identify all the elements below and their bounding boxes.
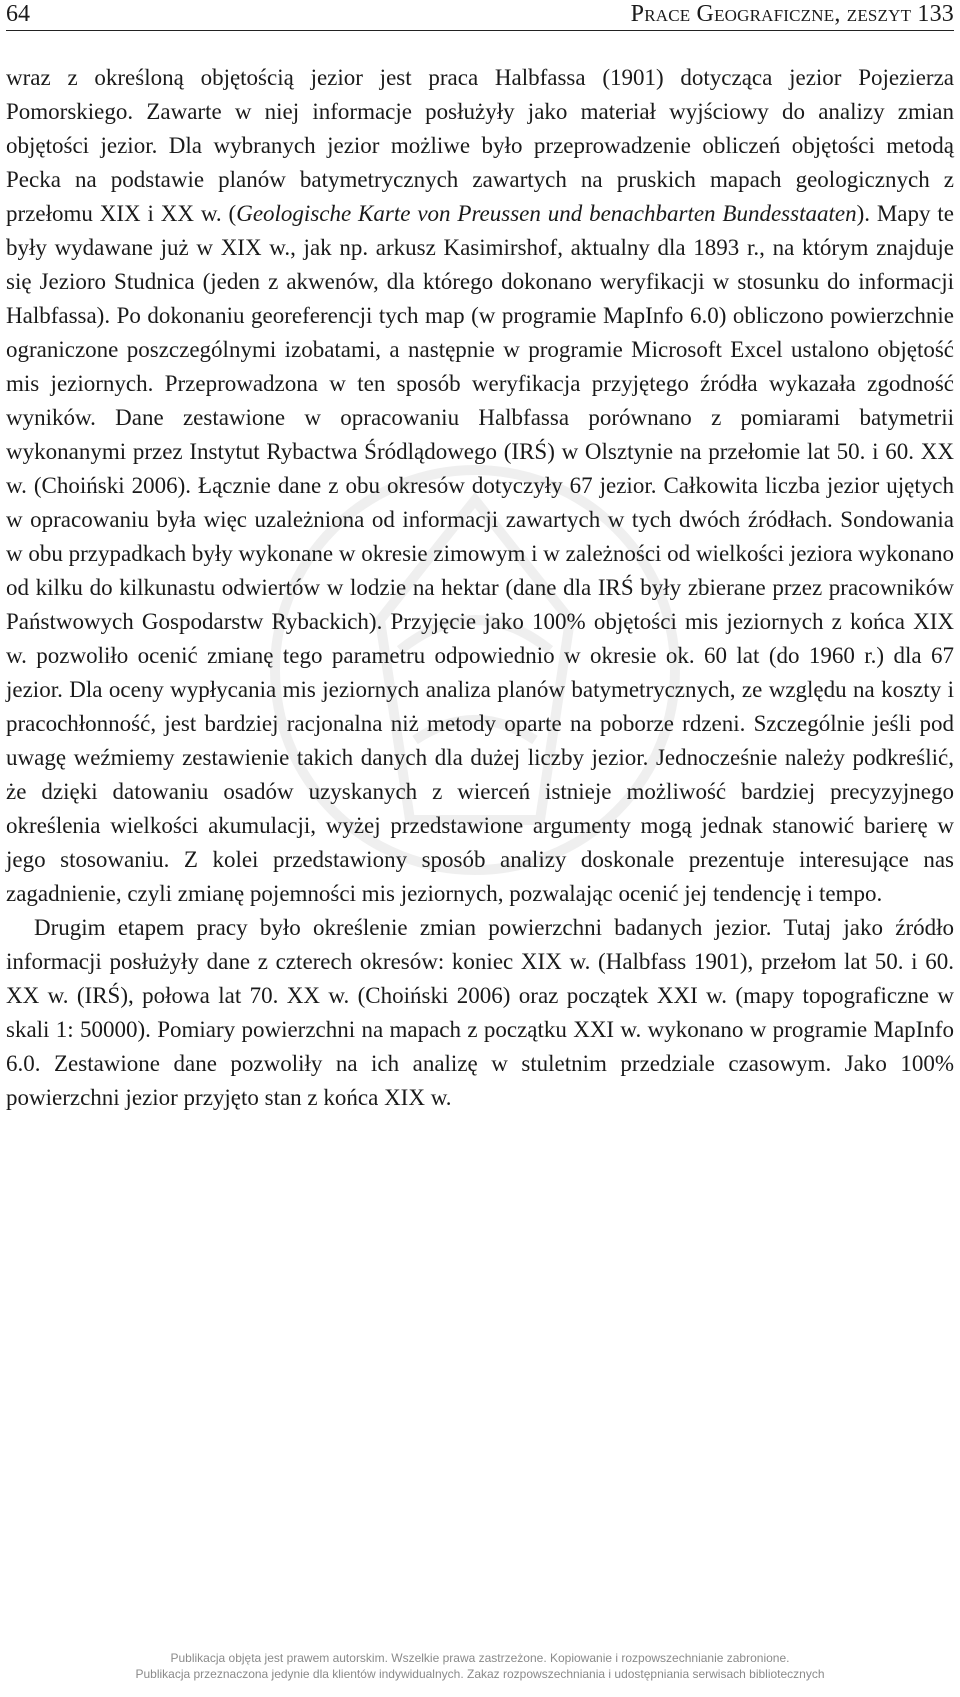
copyright-line-2: Publikacja przeznaczona jedynie dla klientów indywidualnych. Zakaz rozpowszechniania i udostępniania serwisach bibliotecznych: [135, 1667, 825, 1681]
paragraph-1-map-series-title: Geologische Karte von Preussen und benachbarten Bundesstaaten: [236, 201, 857, 226]
paragraph-1: [6, 61, 954, 911]
article-body: [6, 61, 954, 1115]
running-title: Prace Geograficzne, zeszyt 133: [630, 1, 954, 27]
paragraph-1-part-b: ). Mapy te były wydawane już w XIX w., jak np. arkusz Kasimirshof, aktualny dla 1893 r., na którym znajduje się Jezioro Studnica (jeden z akwenów, dla którego dokonano weryfikacji w stosunku do informacji Halbfassa). Po dokonaniu georeferencji tych map (w programie MapInfo 6.0) obliczono powierzchnie ograniczone poszczególnymi izobatami, a następnie w programie Microsoft Excel ustalono objętość mis jeziornych. Przeprowadzona w ten sposób weryfikacja przyjętego źródła wykazała zgodność wyników. Dane zestawione w opracowaniu Halbfassa porównano z pomiarami batymetrii wykonanymi przez Instytut Rybactwa Śródlądowego (IRŚ) w Olsztynie na przełomie lat 50. i 60. XX w. (Choiński 2006). Łącznie dane z obu okresów dotyczyły 67 jezior. Całkowita liczba jezior ujętych w opracowaniu była więc uzależniona od informacji zawartych w tych dwóch źródłach. Sondowania w obu przypadkach były wykonane w okresie zimowym i w zależności od wielkości jeziora wykonano od kilku do kilkunastu odwiertów w lodzie na hektar (dane dla IRŚ były zbierane przez pracowników Państwowych Gospodarstw Rybackich). Przyjęcie jako 100% objętości mis jeziornych z końca XIX w. pozwoliło ocenić zmianę tego parametru odpowiednio w okresie ok. 60 lat (do 1960 r.) dla 67 jezior. Dla oceny wypłycania mis jeziornych analiza planów batymetrycznych, ze względu na koszty i pracochłonność, jest bardziej racjonalna niż metody oparte na poborze rdzeni. Szczególnie jeśli pod uwagę weźmiemy zestawienie takich danych dla dużej liczby jezior. Jednocześnie należy podkreślić, że dzięki datowaniu osadów uzyskanych z wierceń istnieje możliwość bardziej precyzyjnego określenia wielkości akumulacji, wyżej przedstawione argumenty mogą jednak stanowić barierę w jego stosowaniu. Z kolei przedstawiony sposób analizy doskonale prezentuje interesujące nas zagadnienie, czyli zmianę pojemności mis jeziornych, pozwalając ocenić jej tendencję i tempo.: [6, 201, 954, 906]
running-header: [6, 0, 954, 31]
copyright-line-1: Publikacja objęta jest prawem autorskim. Wszelkie prawa zastrzeżone. Kopiowanie i rozpowszechnianie zabronione.: [170, 1651, 790, 1665]
copyright-footer: [0, 1650, 960, 1682]
paragraph-2: Drugim etapem pracy było określenie zmian powierzchni badanych jezior. Tutaj jako źródło informacji posłużyły dane z czterech okresów: koniec XIX w. (Halbfass 1901), przełom lat 50. i 60. XX w. (IRŚ), połowa lat 70. XX w. (Choiński 2006) oraz początek XXI w. (mapy topograficzne w skali 1: 50000). Pomiary powierzchni na mapach z początku XXI w. wykonano w programie MapInfo 6.0. Zestawione dane pozwoliły na ich analizę w stuletnim przedziale czasowym. Jako 100% powierzchni jezior przyjęto stan z końca XIX w.: [6, 915, 954, 1110]
paragraph-1-part-a: wraz z określoną objętością jezior jest praca Halbfassa (1901) dotycząca jezior Pojezierza Pomorskiego. Zawarte w niej informacje posłużyły jako materiał wyjściowy do analizy zmian objętości jezior. Dla wybranych jezior możliwe było przeprowadzenie obliczeń objętości metodą Pecka na podstawie planów batymetrycznych zawartych na pruskich mapach geologicznych z przełomu XIX i XX w. (: [6, 65, 954, 226]
page-number: 64: [6, 1, 30, 27]
